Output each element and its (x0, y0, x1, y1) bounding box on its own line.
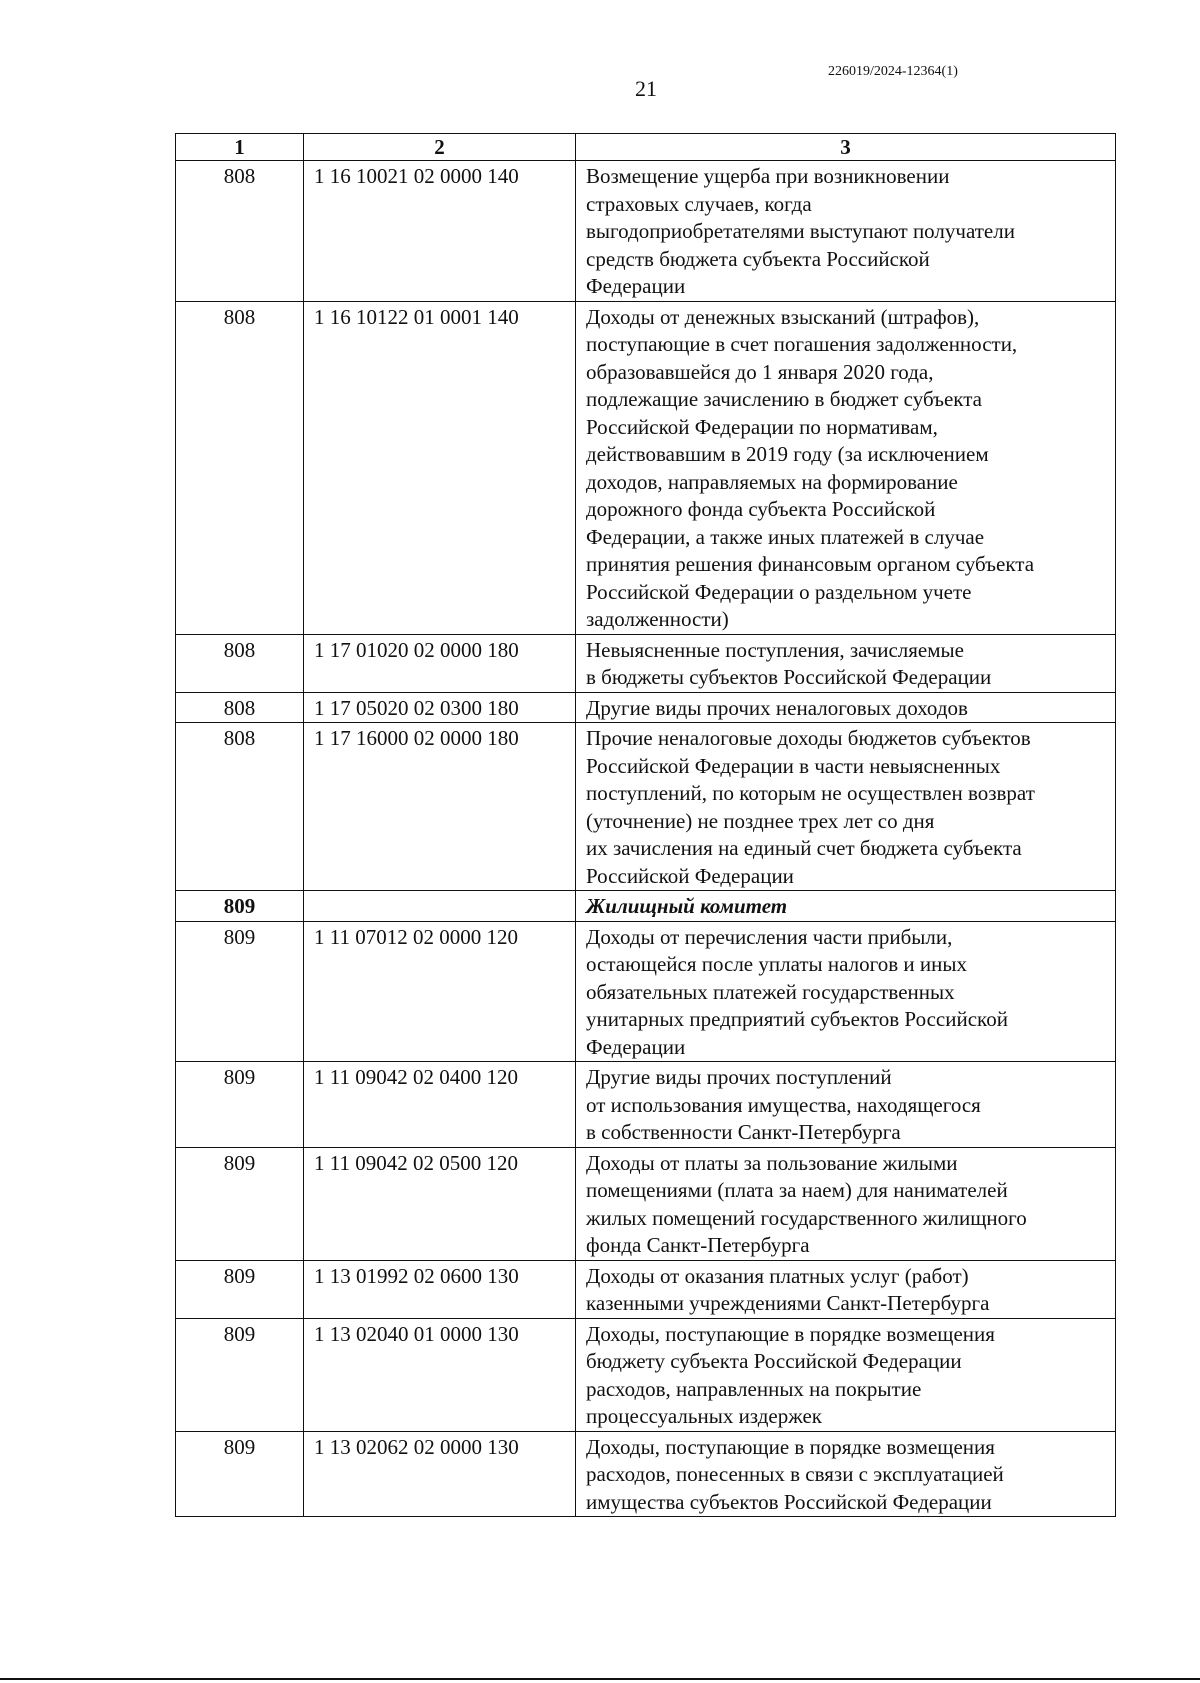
description-line: Доходы, поступающие в порядке возмещения (586, 1434, 995, 1459)
description-line: принятия решения финансовым органом субъекта (586, 552, 1035, 576)
description-line: задолженности) (586, 607, 729, 631)
description-line: дорожного фонда субъекта Российской (586, 497, 936, 521)
description-line: выгодоприобретателями выступают получатели (586, 219, 1015, 243)
description-cell (576, 1318, 1116, 1431)
description-cell (576, 921, 1116, 1062)
revenue-code-cell: 1 11 07012 02 0000 120 (304, 921, 576, 1062)
description-line: Другие виды прочих неналоговых доходов (586, 695, 968, 720)
description-line: расходов, понесенных в связи с эксплуатацией (586, 1462, 1004, 1486)
description-line: Федерации (586, 274, 686, 298)
description-line: их зачисления на единый счет бюджета субъекта (586, 836, 1022, 860)
admin-code-cell: 809 (176, 1318, 304, 1431)
description-cell (576, 1260, 1116, 1318)
description-line: Российской Федерации о раздельном учете (586, 579, 972, 604)
description-line: обязательных платежей государственных (586, 979, 955, 1004)
table-row (176, 1147, 1116, 1260)
description-line: Возмещение ущерба при возникновении (586, 164, 950, 188)
description-cell (576, 1062, 1116, 1148)
admin-code-cell: 808 (176, 723, 304, 891)
description-line: Российской Федерации в части невыясненных (586, 753, 1001, 778)
admin-code-cell: 808 (176, 161, 304, 302)
description-line: Другие виды прочих поступлений (586, 1065, 892, 1089)
description-line: в собственности Санкт-Петербурга (586, 1120, 901, 1144)
description-line: от использования имущества, находящегося (586, 1092, 981, 1117)
table-row (176, 1062, 1116, 1148)
admin-code-cell: 808 (176, 692, 304, 723)
admin-code-cell: 809 (176, 1260, 304, 1318)
description-cell (576, 301, 1116, 634)
description-cell (576, 692, 1116, 723)
column-header-2: 2 (304, 134, 576, 161)
description-line: Доходы от платы за пользование жилыми (586, 1150, 958, 1175)
description-line: образовавшейся до 1 января 2020 года, (586, 359, 934, 384)
description-line: остающейся после уплаты налогов и иных (586, 952, 967, 976)
description-line: процессуальных издержек (586, 1404, 822, 1428)
page-bottom-rule (0, 1678, 1200, 1680)
description-cell (576, 634, 1116, 692)
description-line: в бюджеты субъектов Российской Федерации (586, 665, 992, 689)
table-row (176, 161, 1116, 302)
revenue-code-cell: 1 13 02062 02 0000 130 (304, 1431, 576, 1517)
description-line: Федерации, а также иных платежей в случае (586, 524, 985, 549)
revenue-code-cell: 1 17 05020 02 0300 180 (304, 692, 576, 723)
table-row (176, 692, 1116, 723)
description-line: фонда Санкт-Петербурга (586, 1233, 810, 1257)
description-line: Российской Федерации (586, 863, 794, 888)
table-body (176, 161, 1116, 1517)
revenue-code-cell: 1 13 01992 02 0600 130 (304, 1260, 576, 1318)
description-cell (576, 891, 1116, 922)
description-line: Доходы от денежных взысканий (штрафов), (586, 304, 980, 329)
admin-code-cell: 808 (176, 634, 304, 692)
revenue-code-cell: 1 11 09042 02 0400 120 (304, 1062, 576, 1148)
description-cell (576, 1147, 1116, 1260)
description-cell (576, 161, 1116, 302)
description-line: поступающие в счет погашения задолженности, (586, 332, 1018, 356)
admin-code-cell: 809 (176, 891, 304, 922)
table-row (176, 1260, 1116, 1318)
description-line: помещениями (плата за наем) для нанимателей (586, 1178, 1008, 1202)
revenue-code-cell (304, 891, 576, 922)
description-cell (576, 1431, 1116, 1517)
table-row (176, 1318, 1116, 1431)
table-header-row (176, 134, 1116, 161)
description-line: бюджету субъекта Российской Федерации (586, 1349, 962, 1373)
table-row (176, 1431, 1116, 1517)
revenue-code-cell: 1 17 01020 02 0000 180 (304, 634, 576, 692)
description-line: Федерации (586, 1034, 686, 1059)
table-row (176, 723, 1116, 891)
admin-code-cell: 809 (176, 1147, 304, 1260)
admin-code-cell: 808 (176, 301, 304, 634)
description-line: Доходы от оказания платных услуг (работ) (586, 1263, 969, 1288)
revenue-code-cell: 1 17 16000 02 0000 180 (304, 723, 576, 891)
description-line: унитарных предприятий субъектов Российской (586, 1007, 1008, 1031)
description-line: имущества субъектов Российской Федерации (586, 1489, 992, 1514)
description-line: казенными учреждениями Санкт-Петербурга (586, 1291, 990, 1315)
revenue-code-cell: 1 16 10122 01 0001 140 (304, 301, 576, 634)
description-line: страховых случаев, когда (586, 191, 812, 216)
revenue-codes-table (175, 133, 1116, 1517)
admin-code-cell: 809 (176, 1062, 304, 1148)
description-line: Жилищный комитет (586, 894, 788, 918)
document-id: 226019/2024-12364(1) (828, 64, 958, 79)
column-header-1: 1 (176, 134, 304, 161)
admin-code-cell: 809 (176, 1431, 304, 1517)
description-line: жилых помещений государственного жилищного (586, 1205, 1027, 1230)
description-line: Российской Федерации по нормативам, (586, 414, 938, 439)
description-line: расходов, направленных на покрытие (586, 1376, 922, 1401)
description-line: Доходы от перечисления части прибыли, (586, 924, 953, 949)
admin-code-cell: 809 (176, 921, 304, 1062)
column-header-3: 3 (576, 134, 1116, 161)
revenue-code-cell: 1 16 10021 02 0000 140 (304, 161, 576, 302)
table-row (176, 301, 1116, 634)
revenue-code-cell: 1 11 09042 02 0500 120 (304, 1147, 576, 1260)
description-line: подлежащие зачислению в бюджет субъекта (586, 387, 982, 411)
description-line: средств бюджета субъекта Российской (586, 246, 930, 271)
table-row (176, 634, 1116, 692)
section-header-row (176, 891, 1116, 922)
description-line: поступлений, по которым не осуществлен возврат (586, 781, 1035, 805)
revenue-code-cell: 1 13 02040 01 0000 130 (304, 1318, 576, 1431)
description-line: Доходы, поступающие в порядке возмещения (586, 1321, 995, 1346)
table-row (176, 921, 1116, 1062)
description-line: действовавшим в 2019 году (за исключением (586, 442, 989, 466)
description-cell (576, 723, 1116, 891)
description-line: (уточнение) не позднее трех лет со дня (586, 808, 935, 833)
description-line: Прочие неналоговые доходы бюджетов субъектов (586, 726, 1031, 750)
description-line: Невыясненные поступления, зачисляемые (586, 637, 964, 662)
page-number: 21 (635, 76, 657, 101)
description-line: доходов, направляемых на формирование (586, 469, 958, 494)
